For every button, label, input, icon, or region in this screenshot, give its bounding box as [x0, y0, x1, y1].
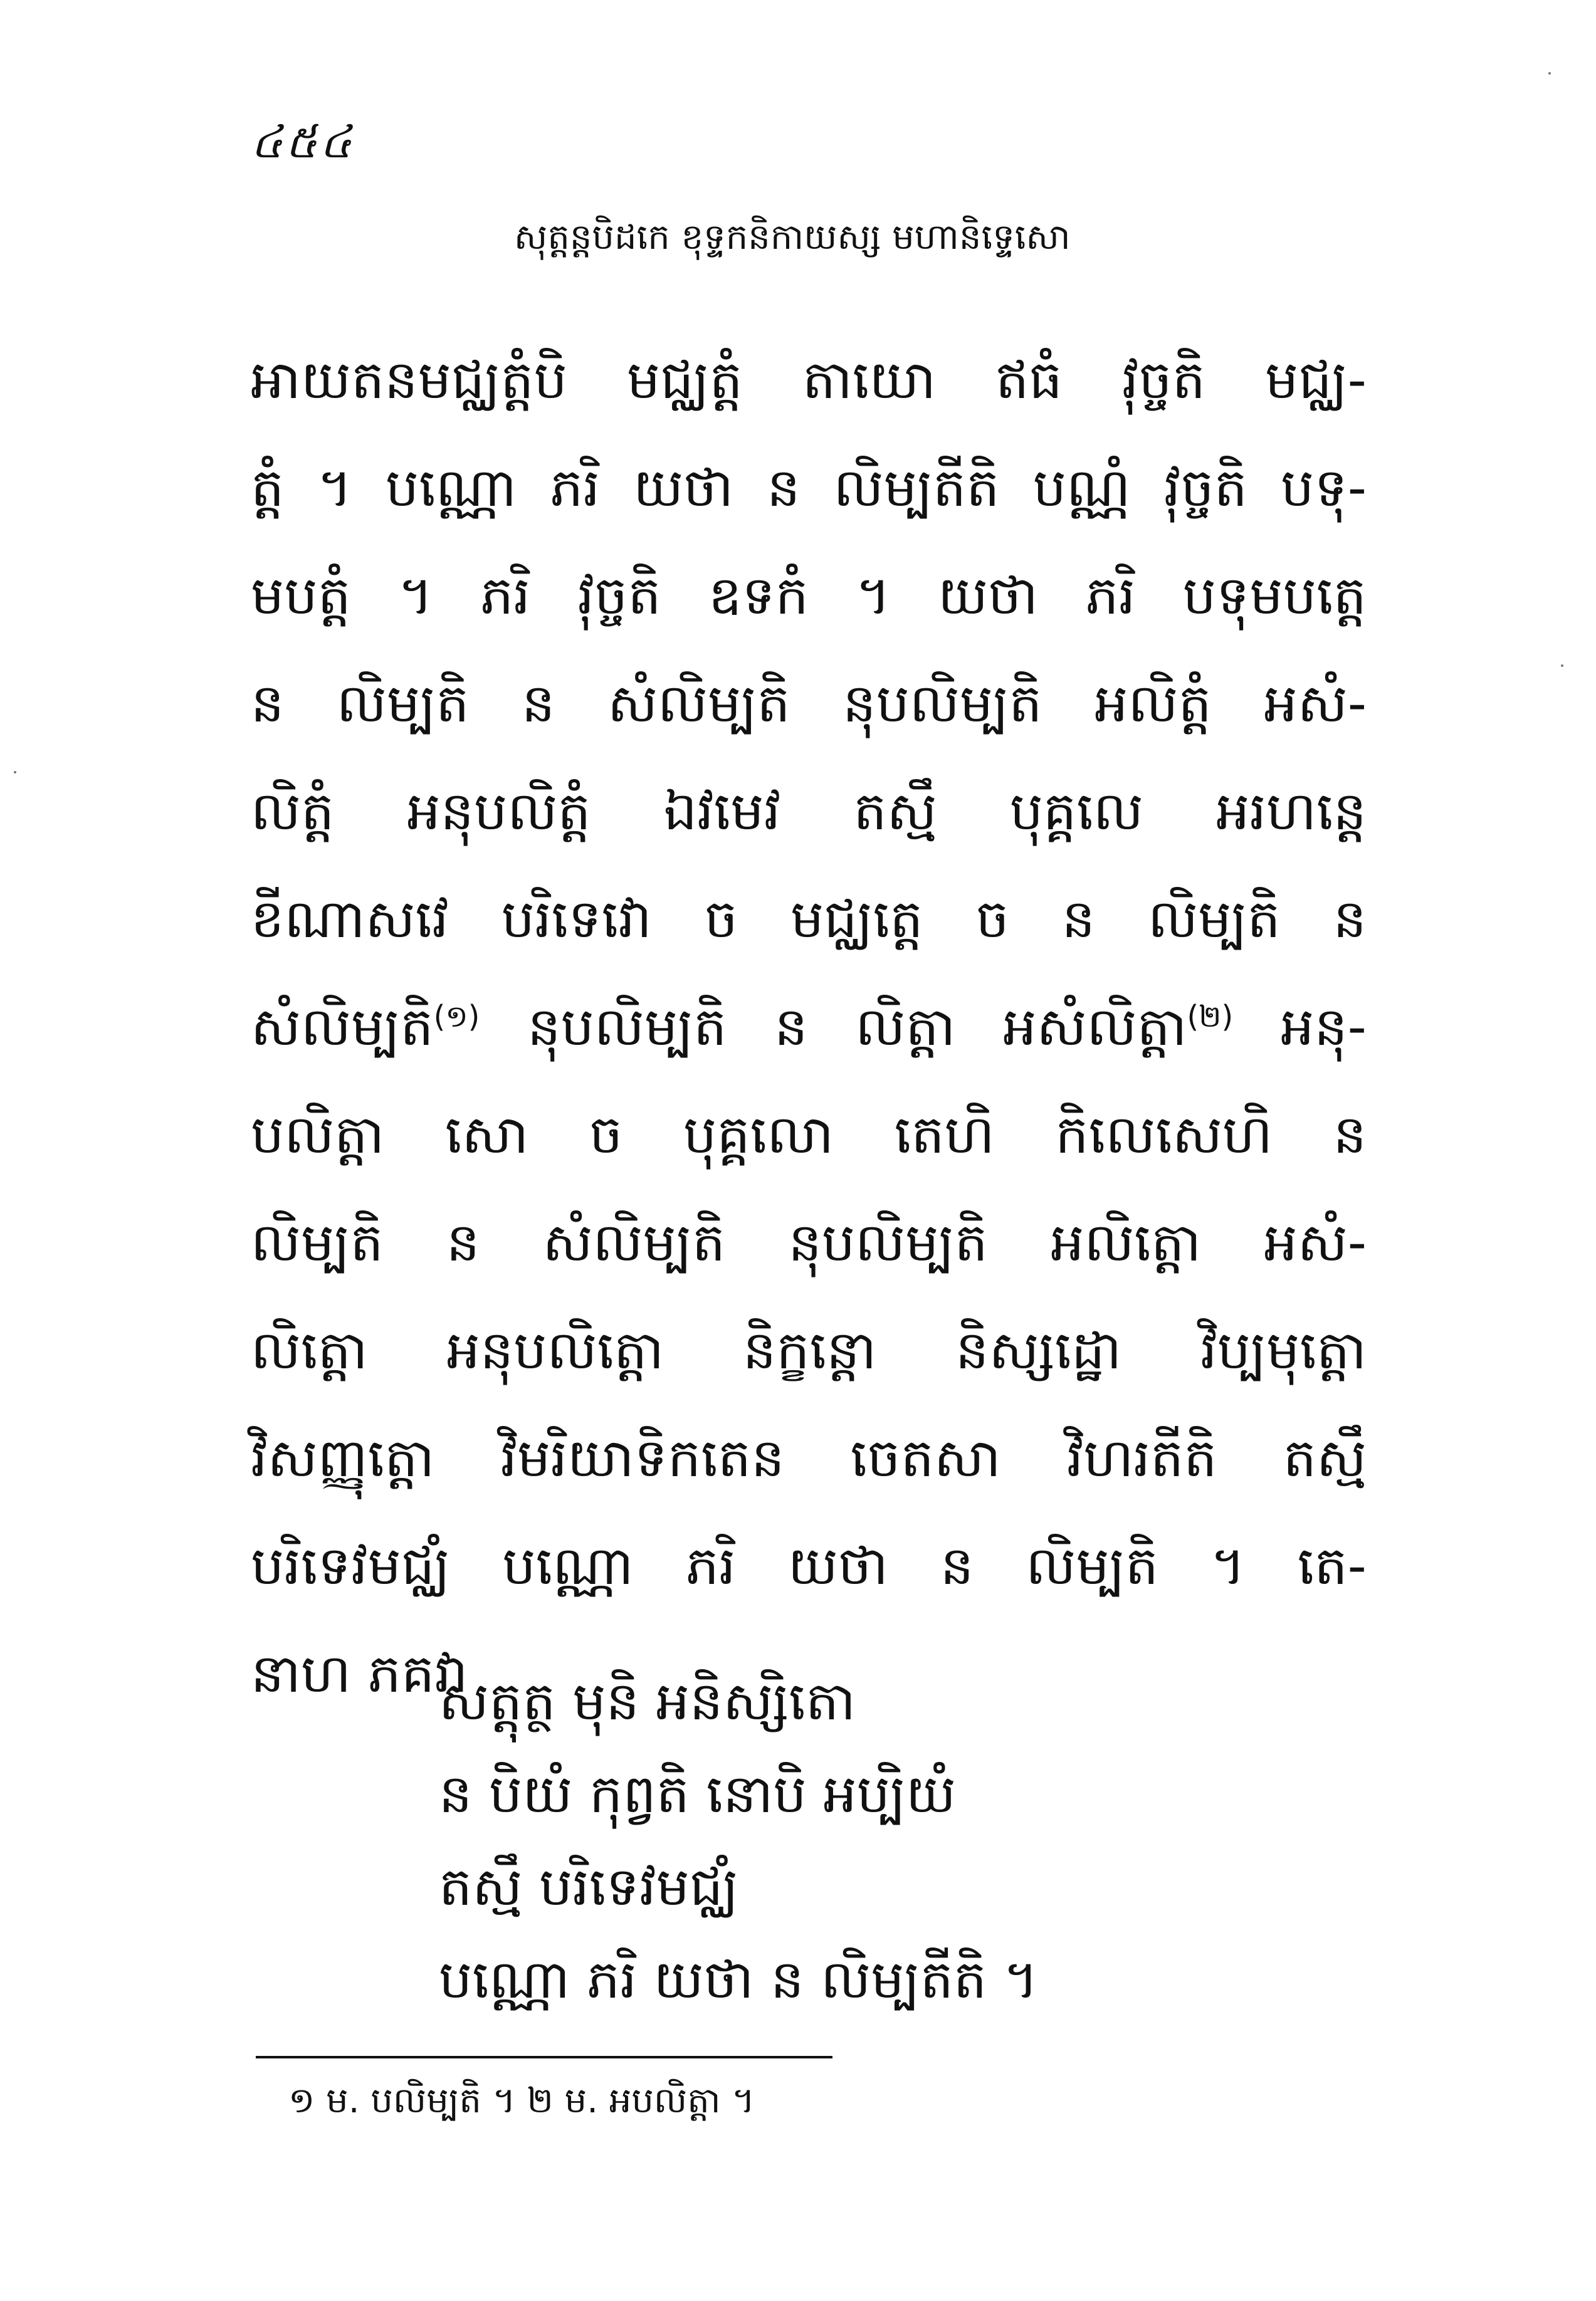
text-line-content: សំលិម្បតិ	[251, 996, 434, 1057]
text-line-content: អនុ-	[1233, 996, 1367, 1057]
text-line-content: ន លិម្បតិ ន សំលិម្បតិ នុបលិម្បតិ អលិត្តំ អសំ-	[251, 673, 1367, 734]
text-line	[251, 1296, 1367, 1404]
verse-line: តស្មឹ បរិទេវមជ្ឈំ	[439, 1856, 739, 1917]
footnote-divider	[256, 2056, 832, 2058]
text-line-content: ខីណាសវេ បរិទេវោ ច មជ្ឈត្តេ ច ន លិម្បតិ ន	[251, 888, 1367, 950]
scan-speck	[1548, 72, 1551, 75]
body-text	[251, 326, 1367, 1727]
text-line	[251, 1188, 1367, 1296]
text-line	[251, 649, 1367, 757]
scan-speck	[14, 771, 16, 773]
footnotes: ១ ម. បលិម្បតិ ។ ២ ម. អបលិត្តា ។	[288, 2080, 755, 2121]
text-line	[251, 326, 1367, 434]
text-line	[251, 1081, 1367, 1188]
text-line-content: លិត្តំ អនុបលិត្តំ ឯវមេវ តស្មឹ បុគ្គលេ អរហន្តេ	[251, 780, 1367, 842]
text-line-content: លិម្បតិ ន សំលិម្បតិ នុបលិម្បតិ អលិត្តោ អសំ-	[251, 1212, 1367, 1273]
text-line-content: ត្តំ ។ បណ្ណោ ភរិ យថា ន លិម្បតីតិ បណ្ណំ វុច្ចតិ បទុ-	[251, 457, 1367, 518]
text-line	[251, 434, 1367, 542]
verse-line: ន បិយំ កុព្វតិ នោបិ អប្បិយំ	[439, 1763, 956, 1825]
text-line-content: អាយតនមជ្ឈត្តំបិ មជ្ឈត្តំ តាយោ ឥធំ វុច្ចតិ មជ្ឈ-	[251, 349, 1367, 411]
verse-block	[439, 1655, 1316, 2026]
text-line	[251, 542, 1367, 649]
footnote-marker-2: (២)	[1187, 999, 1234, 1034]
text-line-content: នាហ ភគវា	[251, 1643, 468, 1704]
text-line-content: លិត្តោ អនុបលិត្តោ និក្ខន្តោ និស្សដ្ឋោ វិប្បមុត្តោ	[251, 1319, 1367, 1381]
text-line	[251, 757, 1367, 865]
text-line	[251, 1512, 1367, 1620]
footnote-marker-1: (១)	[433, 999, 480, 1034]
text-line	[251, 1404, 1367, 1512]
text-line-content: វិសញ្ញុត្តោ វិមរិយាទិកតេន ចេតសា វិហរតីតិ តស្មឹ	[251, 1427, 1367, 1489]
page-number: ៤៥៤	[251, 115, 354, 168]
text-line-content: មបត្តំ ។ ភរិ វុច្ចតិ ឧទកំ ។ យថា ភរិ បទុមបត្តេ	[251, 565, 1367, 626]
scan-speck	[1561, 664, 1563, 667]
text-line-content: នុបលិម្បតិ ន លិត្តា អសំលិត្តា	[480, 996, 1187, 1057]
text-line-content: បលិត្តា សោ ច បុគ្គលោ តេហិ កិលេសេហិ ន	[251, 1104, 1367, 1165]
text-line	[251, 865, 1367, 973]
verse-line: បណ្ណោ ភរិ យថា ន លិម្បតីតិ ។	[439, 1949, 1039, 2010]
text-line-content: បរិទេវមជ្ឈំ បណ្ណោ ភរិ យថា ន លិម្បតិ ។ តេ-	[251, 1535, 1367, 1596]
verse-line: សត្តុត្ថ មុនិ អនិស្សិតោ	[439, 1670, 856, 1732]
running-header: សុត្តន្តបិដកេ ខុទ្ទកនិកាយស្ស មហានិទ្ទេសោ	[514, 217, 1071, 258]
text-line-with-notes	[251, 973, 1367, 1081]
